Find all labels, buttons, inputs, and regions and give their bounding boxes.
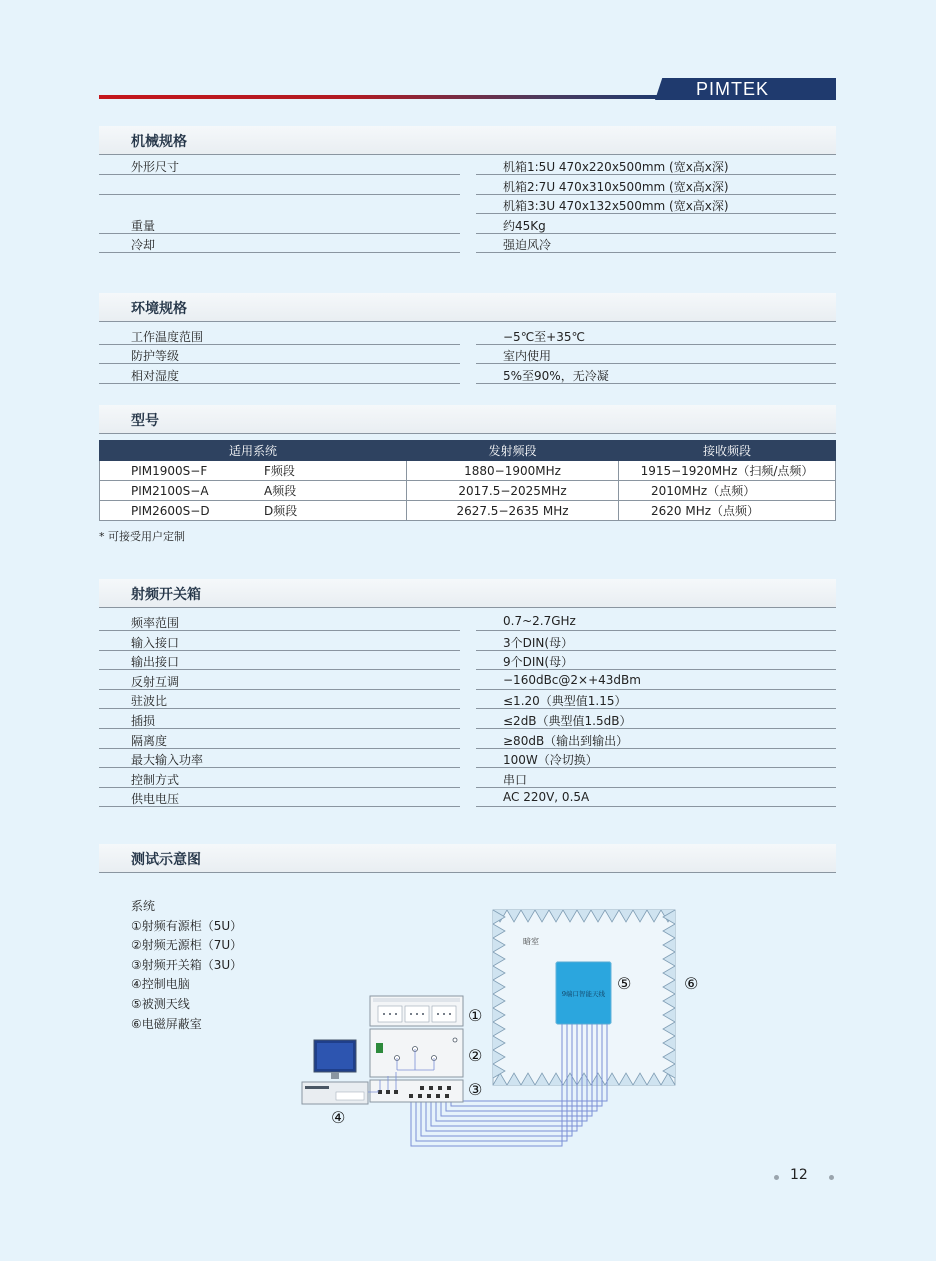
- rx-band: 2620 MHz（点频）: [619, 501, 836, 521]
- column-header: 发射频段: [407, 441, 619, 461]
- marker-2: ②: [468, 1046, 483, 1065]
- spec-row: 重量 约45Kg: [99, 214, 836, 234]
- model-name: PIM2600S−D: [131, 504, 210, 518]
- passive-rf-cabinet: [370, 1029, 463, 1077]
- spec-row: 防护等级 室内使用: [99, 344, 836, 364]
- spec-row: 冷却 强迫风冷: [99, 233, 836, 253]
- legend-item: ①射频有源柜（5U）: [131, 918, 243, 933]
- rx-band: 2010MHz（点频）: [619, 481, 836, 501]
- spec-row: 驻波比 ≤1.20（典型值1.15）: [99, 689, 836, 709]
- column-header: 接收频段: [619, 441, 836, 461]
- model-name: PIM2100S−A: [131, 484, 209, 498]
- spec-row: 外形尺寸 机箱1:5U 470x220x500mm (宽x高x深): [99, 155, 836, 175]
- legend-item: ③射频开关箱（3U）: [131, 957, 243, 972]
- legend-item: 系统: [131, 899, 156, 913]
- spec-row: 机箱3:3U 470x132x500mm (宽x高x深): [99, 194, 836, 214]
- model-band: A频段: [264, 484, 297, 498]
- rx-band: 1915−1920MHz（扫频/点频）: [619, 461, 836, 481]
- section-title: 测试示意图: [131, 852, 201, 868]
- spec-row: 隔离度 ≥80dB（输出到输出）: [99, 729, 836, 749]
- spec-row: 最大输入功率 100W（冷切换）: [99, 748, 836, 768]
- spec-row: 输出接口 9个DIN(母）: [99, 650, 836, 670]
- page-number: 12: [790, 1167, 808, 1183]
- page-dot: [829, 1175, 834, 1180]
- spec-row: 控制方式 串口: [99, 768, 836, 788]
- section-title: 环境规格: [131, 301, 187, 317]
- spec-row: 供电电压 AC 220V, 0.5A: [99, 787, 836, 807]
- marker-4: ④: [331, 1108, 346, 1127]
- legend-item: ②射频无源柜（7U）: [131, 938, 243, 953]
- column-header: 适用系统: [100, 441, 407, 461]
- marker-5: ⑤: [617, 974, 632, 993]
- tx-band: 2627.5−2635 MHz: [407, 501, 619, 521]
- customization-note: * 可接受用户定制: [99, 530, 185, 543]
- model-name: PIM1900S−F: [131, 464, 208, 478]
- tx-band: 1880−1900MHz: [407, 461, 619, 481]
- tx-band: 2017.5−2025MHz: [407, 481, 619, 501]
- spec-row: 相对湿度 5%至90%，无冷凝: [99, 364, 836, 384]
- legend-item: ⑥电磁屏蔽室: [131, 1016, 202, 1031]
- marker-6: ⑥: [684, 974, 699, 993]
- model-band: D频段: [264, 504, 298, 518]
- spec-row: 输入接口 3个DIN(母）: [99, 631, 836, 651]
- spec-row: 频率范围 0.7~2.7GHz: [99, 611, 836, 631]
- antenna-label: 9端口智能天线: [561, 990, 606, 998]
- active-rf-cabinet: [370, 996, 463, 1026]
- page-dot: [774, 1175, 779, 1180]
- chamber-label: 暗室: [523, 937, 539, 946]
- spec-row: 机箱2:7U 470x310x500mm (宽x高x深): [99, 175, 836, 195]
- legend-item: ⑤被测天线: [131, 996, 190, 1011]
- marker-1: ①: [468, 1006, 483, 1025]
- section-title: 型号: [131, 413, 159, 429]
- section-title: 射频开关箱: [131, 587, 201, 603]
- marker-3: ③: [468, 1080, 483, 1099]
- spec-row: 插损 ≤2dB（典型值1.5dB）: [99, 709, 836, 729]
- spec-row: 反射互调 −160dBc@2×+43dBm: [99, 670, 836, 690]
- spec-row: 工作温度范围 −5℃至+35℃: [99, 325, 836, 345]
- model-band: F频段: [264, 464, 295, 478]
- control-computer: [302, 1040, 378, 1104]
- legend-item: ④控制电脑: [131, 977, 190, 992]
- brand-name: PIMTEK: [696, 79, 770, 99]
- section-title: 机械规格: [131, 134, 187, 150]
